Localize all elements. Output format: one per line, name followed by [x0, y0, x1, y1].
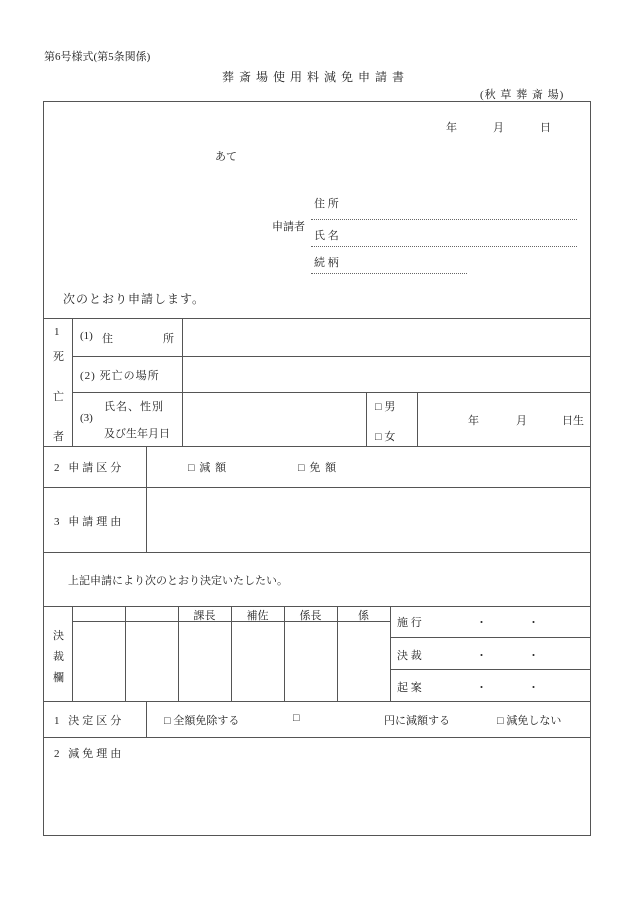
decision-note: 上記申請により次のとおり決定いたしたい。 [68, 575, 288, 587]
reason-label: 3 申請理由 [54, 516, 125, 528]
execute-dot-2: ・ [528, 617, 539, 629]
exempt-checkbox[interactable]: □ 免 額 [298, 462, 338, 474]
deceased-address-label-2: 所 [163, 333, 174, 345]
date-month: 月 [493, 122, 504, 134]
divider [72, 356, 591, 357]
name-sex-label: 氏名、性別 [104, 401, 164, 413]
decision-category-label: 1 決定区分 [54, 715, 125, 727]
reduce-checkbox[interactable]: □ 減 額 [188, 462, 228, 474]
approval-label-1: 決 [53, 630, 64, 642]
applicant-name-line[interactable] [311, 246, 577, 247]
applicant-label: 申請者 [272, 221, 305, 233]
addressee-label: あて [215, 151, 237, 163]
full-exemption-checkbox[interactable]: □ 全額免除する [164, 715, 240, 727]
decide-dot-2: ・ [528, 650, 539, 662]
draft-dot-1: ・ [476, 682, 487, 694]
draft-dot-2: ・ [528, 682, 539, 694]
deceased-address-label: 住 [102, 333, 113, 345]
dob-year: 年 [468, 415, 479, 427]
deceased-label-2: 亡 [53, 391, 64, 403]
divider [43, 446, 591, 447]
facility-name: (秋 草 葬 斎 場) [480, 89, 565, 101]
role-assistant: 補佐 [246, 610, 269, 622]
deceased-label-1: 死 [53, 351, 64, 363]
applicant-relation-label: 続 柄 [314, 257, 339, 269]
role-staff: 係 [358, 610, 369, 622]
dob-day: 日生 [562, 415, 584, 427]
date-year: 年 [446, 122, 457, 134]
applicant-name-label: 氏 名 [314, 230, 339, 242]
divider [390, 637, 591, 638]
draft-label: 起 案 [397, 682, 422, 694]
divider [146, 701, 147, 737]
divider [72, 392, 591, 393]
birthdate-label: 及び生年月日 [104, 428, 170, 440]
exemption-reason-label: 2 減免理由 [54, 748, 125, 760]
divider [417, 392, 418, 446]
divider [366, 392, 367, 446]
role-section-chief: 課長 [193, 610, 216, 622]
intro-text: 次のとおり申請します。 [63, 292, 206, 306]
divider [43, 318, 591, 319]
divider [390, 669, 591, 670]
divider [43, 737, 591, 738]
approval-label-2: 裁 [53, 651, 64, 663]
female-checkbox[interactable]: □ 女 [375, 431, 396, 443]
deceased-label-3: 者 [53, 431, 64, 443]
divider [182, 318, 183, 446]
approval-label-3: 欄 [53, 672, 64, 684]
execute-label: 施 行 [397, 617, 422, 629]
execute-dot-1: ・ [476, 617, 487, 629]
divider [43, 552, 591, 553]
category-label: 2 申請区分 [54, 462, 125, 474]
no-exemption-checkbox[interactable]: □ 減免しない [497, 715, 562, 727]
divider [43, 701, 591, 702]
decide-dot-1: ・ [476, 650, 487, 662]
applicant-address-line[interactable] [311, 219, 577, 220]
form-title: 葬 斎 場 使 用 料 減 免 申 請 書 [222, 70, 406, 84]
partial-reduction-checkbox[interactable]: □ [293, 712, 300, 724]
dob-month: 月 [516, 415, 527, 427]
deceased-address-number: (1) [80, 330, 93, 342]
applicant-relation-line[interactable] [311, 273, 467, 274]
male-checkbox[interactable]: □ 男 [375, 401, 396, 413]
applicant-address-label: 住 所 [314, 198, 339, 210]
item3-number: (3) [80, 412, 93, 424]
role-chief: 係長 [299, 610, 322, 622]
divider [43, 487, 591, 488]
death-place-label: (2) 死亡の場所 [80, 370, 160, 382]
deceased-section-number: 1 [54, 326, 60, 338]
decide-label: 決 裁 [397, 650, 422, 662]
form-number: 第6号様式(第5条関係) [44, 51, 151, 63]
date-day: 日 [540, 122, 551, 134]
divider [72, 318, 73, 446]
divider [146, 446, 147, 552]
partial-reduction-text: 円に減額する [384, 715, 450, 727]
divider [390, 606, 391, 701]
